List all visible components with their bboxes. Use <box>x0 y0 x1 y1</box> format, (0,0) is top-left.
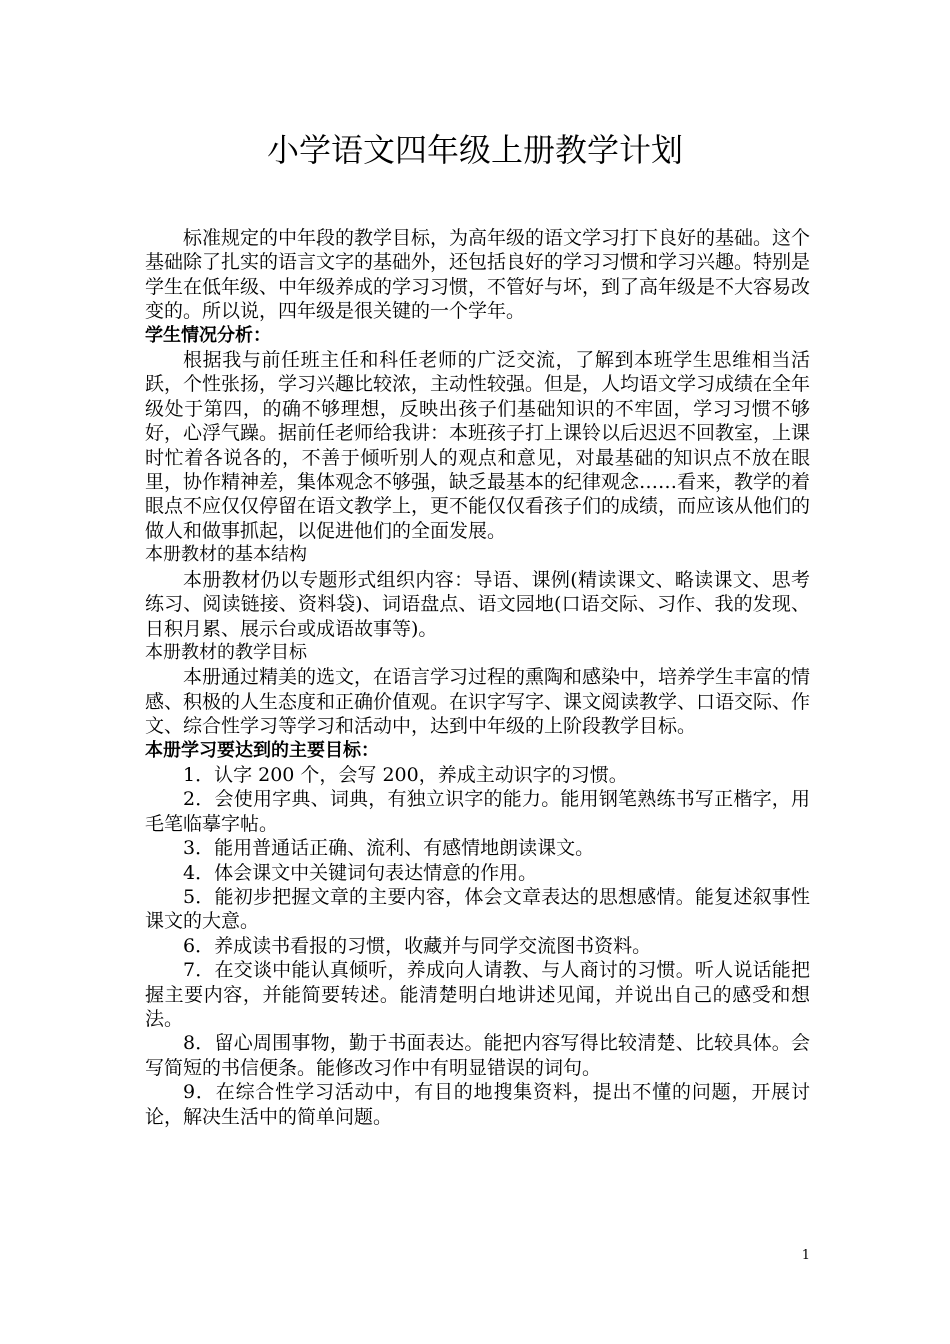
student-analysis-paragraph: 根据我与前任班主任和科任老师的广泛交流，了解到本班学生思维相当活跃，个性张扬，学习兴趣比较浓，主动性较强。但是，人均语文学习成绩在全年级处于第四，的确不够理想，反映出孩子们基础知识的不牢固，学习习惯不够好，心浮气躁。据前任老师给我讲：本班孩子打上课铃以后迟迟不回教室，上课时忙着各说各的，不善于倾听别人的观点和意见，对最基础的知识点不放在眼里，协作精神差，集体观念不够强，缺乏最基本的纪律观念……看来，教学的着眼点不应仅仅停留在语文教学上，更不能仅仅看孩子们的成绩，而应该从他们的做人和做事抓起，以促进他们的全面发展。 <box>145 349 811 542</box>
section-heading-student-analysis: 学生情况分析： <box>145 324 271 346</box>
section-heading-main-targets: 本册学习要达到的主要目标： <box>145 739 379 761</box>
target-item-9: 9．在综合性学习活动中，有目的地搜集资料，提出不懂的问题，开展讨论，解决生活中的简单问题。 <box>145 1081 810 1128</box>
document-body <box>145 226 810 1129</box>
section-heading-teaching-goals: 本册教材的教学目标 <box>145 641 307 663</box>
textbook-structure-paragraph: 本册教材仍以专题形式组织内容：导语、课例(精读课文、略读课文、思考练习、阅读链接、资料袋)、词语盘点、语文园地(口语交际、习作、我的发现、日积月累、展示台或成语故事等)。 <box>145 568 810 640</box>
target-item-6: 6．养成读书看报的习惯，收藏并与同学交流图书资料。 <box>183 934 652 957</box>
teaching-goals-paragraph: 本册通过精美的选文，在语言学习过程的熏陶和感染中，培养学生丰富的情感、积极的人生态度和正确价值观。在识字写字、课文阅读教学、口语交际、作文、综合性学习等学习和活动中，达到中年级的上阶段教学目标。 <box>145 666 811 738</box>
target-item-2: 2．会使用字典、词典，有独立识字的能力。能用钢笔熟练书写正楷字，用毛笔临摹字帖。 <box>145 788 810 835</box>
target-item-1: 1．认字 200 个，会写 200，养成主动识字的习惯。 <box>183 763 628 786</box>
intro-paragraph: 标准规定的中年段的教学目标，为高年级的语文学习打下良好的基础。这个基础除了扎实的语言文字的基础外，还包括良好的学习习惯和学习兴趣。特别是学生在低年级、中年级养成的学习习惯，不管好与坏，到了高年级是不大容易改变的。所以说，四年级是很关键的一个学年。 <box>145 227 811 323</box>
section-heading-textbook-structure: 本册教材的基本结构 <box>145 544 307 566</box>
page-number: 1 <box>801 1248 810 1263</box>
target-item-3: 3．能用普通话正确、流利、有感情地朗读课文。 <box>183 837 595 860</box>
target-item-5: 5．能初步把握文章的主要内容，体会文章表达的思想感情。能复述叙事性课文的大意。 <box>145 885 810 933</box>
target-item-8: 8．留心周围事物，勤于书面表达。能把内容写得比较清楚、比较具体。会写简短的书信便条。能修改习作中有明显错误的词句。 <box>145 1032 810 1079</box>
document-title: 小学语文四年级上册教学计划 <box>266 131 683 169</box>
target-item-4: 4．体会课文中关键词句表达情意的作用。 <box>183 861 538 884</box>
target-item-7: 7．在交谈中能认真倾听，养成向人请教、与人商讨的习惯。听人说话能把握主要内容，并能简要转述。能清楚明白地讲述见闻，并说出自己的感受和想法。 <box>145 959 810 1030</box>
